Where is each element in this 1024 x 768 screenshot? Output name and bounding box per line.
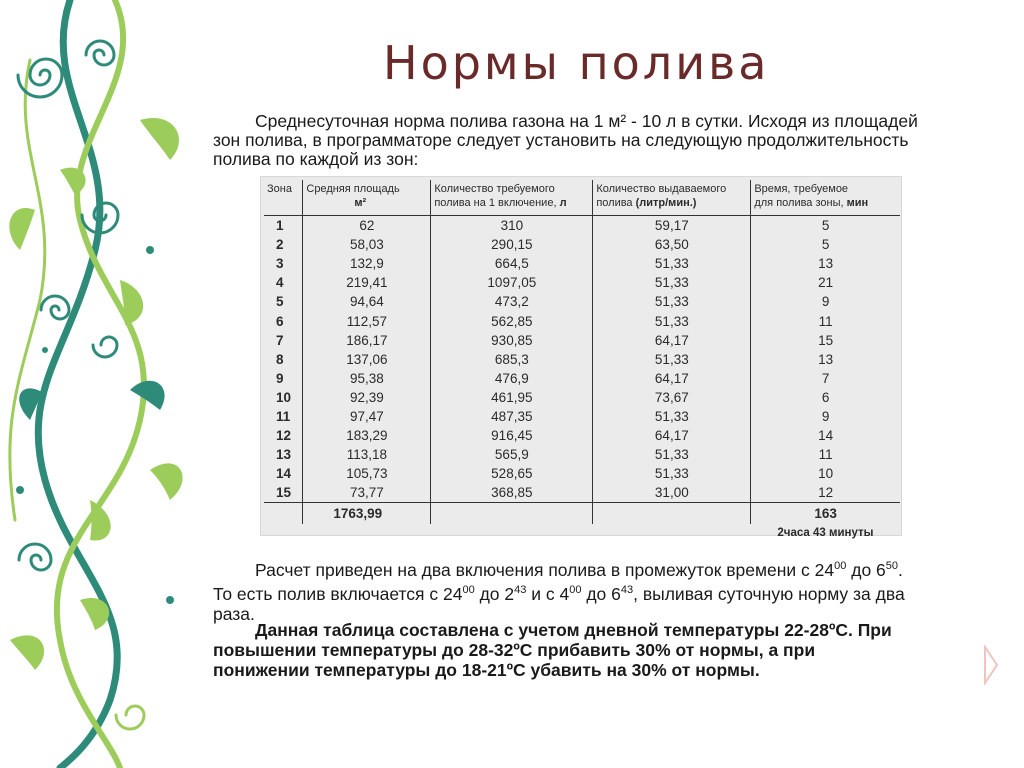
- totals-zone-cell: [264, 503, 303, 525]
- header-required: [431, 180, 593, 216]
- header-time-unit: мин: [846, 197, 869, 209]
- required-cell: 487,35: [431, 407, 593, 426]
- zone-cell: 13: [276, 447, 292, 463]
- intro-paragraph: Среднесуточная норма полива газона на 1 м² - 10 л в сутки. Исходя из площадей зон полива, в программаторе следует установить на следующую продолжительность полива по каждой из зон:: [213, 111, 918, 169]
- required-cell: 562,85: [431, 311, 593, 330]
- zone-cell: 2: [276, 237, 284, 253]
- irrigation-table: [264, 180, 900, 542]
- zone-cell: 12: [276, 428, 292, 444]
- calc-sup-5: 00: [569, 583, 582, 596]
- area-cell: 186,17: [303, 331, 431, 350]
- irrigation-table-image: [260, 176, 902, 540]
- required-cell: 916,45: [431, 426, 593, 445]
- area-cell: 92,39: [303, 388, 431, 407]
- header-flow-unit: (литр/мин.): [635, 197, 697, 209]
- zone-cell: 14: [276, 466, 292, 482]
- header-area: [303, 180, 431, 216]
- calc-sup-6: 43: [620, 583, 634, 596]
- time-cell: 11: [751, 445, 900, 464]
- header-flow-label-2: полива: [596, 197, 633, 209]
- table-row: [264, 292, 900, 311]
- calc-text-7: , выливая суточную норму за два раза.: [213, 583, 905, 624]
- area-cell: 219,41: [303, 273, 431, 292]
- calc-sup-3: 00: [462, 583, 475, 596]
- required-cell: 565,9: [431, 445, 593, 464]
- time-cell: 21: [751, 273, 900, 292]
- flow-cell: 51,33: [593, 311, 751, 330]
- time-cell: 7: [751, 369, 900, 388]
- time-cell: 13: [751, 254, 900, 273]
- next-slide-arrow-icon[interactable]: [983, 645, 999, 685]
- area-cell: 105,73: [303, 464, 431, 483]
- flow-cell: 31,00: [593, 483, 751, 503]
- time-cell: 6: [751, 388, 900, 407]
- time-cell: 15: [751, 331, 900, 350]
- total-area: 1763,99: [303, 503, 431, 525]
- flow-cell: 59,17: [593, 216, 751, 236]
- time-cell: 5: [751, 235, 900, 254]
- required-cell: 476,9: [431, 369, 593, 388]
- header-time-label: Время, требуемое: [754, 183, 849, 195]
- flow-cell: 63,50: [593, 235, 751, 254]
- time-cell: 14: [751, 426, 900, 445]
- calc-text-5: и с 4: [526, 583, 570, 604]
- slide-title: Нормы полива: [383, 36, 770, 90]
- area-cell: 58,03: [303, 235, 431, 254]
- header-required-label: Количество требуемого: [434, 183, 555, 195]
- required-cell: 473,2: [431, 292, 593, 311]
- flow-cell: 64,17: [593, 331, 751, 350]
- header-zone-label: Зона: [267, 183, 292, 195]
- header-required-label-2: полива на 1 включение,: [434, 197, 557, 209]
- required-cell: 930,85: [431, 331, 593, 350]
- table-row: [264, 235, 900, 254]
- header-area-label: Средняя площадь: [306, 183, 400, 195]
- flow-cell: 64,17: [593, 426, 751, 445]
- calc-text-6: до 6: [581, 583, 621, 604]
- calc-text-2: до 6: [846, 559, 886, 580]
- table-row: [264, 483, 900, 503]
- area-cell: 73,77: [303, 483, 431, 503]
- required-cell: 1097,05: [431, 273, 593, 292]
- header-zone: [264, 180, 303, 216]
- zone-cell: 4: [276, 275, 284, 291]
- zone-cell: 11: [276, 408, 291, 424]
- required-cell: 310: [431, 216, 593, 236]
- time-cell: 11: [751, 311, 900, 330]
- totals-flow-cell: [593, 503, 751, 525]
- header-flow-label: Количество выдаваемого: [596, 183, 727, 195]
- required-cell: 664,5: [431, 254, 593, 273]
- flow-cell: 51,33: [593, 254, 751, 273]
- header-time-label-2: для полива зоны,: [754, 197, 844, 209]
- flow-cell: 51,33: [593, 350, 751, 369]
- flow-cell: 64,17: [593, 369, 751, 388]
- area-cell: 183,29: [303, 426, 431, 445]
- table-row: [264, 273, 900, 292]
- calc-sup-4: 43: [514, 583, 527, 596]
- zone-cell: 15: [276, 485, 292, 501]
- table-row: [264, 331, 900, 350]
- header-required-unit: л: [559, 197, 567, 209]
- total-time-text: 2часа 43 минуты: [777, 527, 874, 540]
- calc-text-3: . То есть полив включается с 24: [213, 559, 903, 604]
- zone-cell: 10: [276, 389, 292, 405]
- calc-sup-1: 00: [834, 560, 847, 572]
- required-cell: 290,15: [431, 235, 593, 254]
- totals-required-cell: [431, 503, 593, 525]
- time-cell: 10: [751, 464, 900, 483]
- header-flow: [593, 180, 751, 216]
- required-cell: 461,95: [431, 388, 593, 407]
- floral-ornament: [0, 0, 200, 768]
- flow-cell: 51,33: [593, 464, 751, 483]
- required-cell: 528,65: [431, 464, 593, 483]
- calc-text-4: до 2: [474, 583, 515, 604]
- area-cell: 97,47: [303, 407, 431, 426]
- required-cell: 368,85: [431, 483, 593, 503]
- area-cell: 62: [303, 216, 431, 236]
- area-cell: 132,9: [303, 254, 431, 273]
- total-time-text-spacer: [264, 524, 751, 542]
- calculation-paragraph: [213, 556, 923, 624]
- flow-cell: 51,33: [593, 445, 751, 464]
- calc-text-1: Расчет приведен на два включения полива в промежуток времени с 24: [255, 559, 835, 580]
- zone-cell: 6: [276, 313, 284, 329]
- zone-cell: 3: [276, 256, 284, 272]
- calc-sup-2: 50: [885, 560, 899, 572]
- time-cell: 13: [751, 350, 900, 369]
- flow-cell: 51,33: [593, 407, 751, 426]
- header-time: [751, 180, 900, 216]
- table-row: [264, 216, 900, 236]
- table-row: [264, 388, 900, 407]
- area-cell: 137,06: [303, 350, 431, 369]
- time-cell: 12: [751, 483, 900, 503]
- zone-cell: 9: [276, 370, 284, 386]
- zone-cell: 1: [276, 218, 284, 234]
- temperature-note: Данная таблица составлена с учетом дневной температуры 22-28ºС. При повышении температуры до 28-32ºС прибавить 30% от нормы, а при понижении температуры до 18-21ºС убавить на 30% от нормы.: [213, 620, 892, 680]
- table-totals-row: [264, 503, 900, 525]
- area-cell: 94,64: [303, 292, 431, 311]
- time-cell: 9: [751, 407, 900, 426]
- table-total-time-text-row: [264, 524, 900, 542]
- zone-cell: 5: [276, 294, 284, 310]
- required-cell: 685,3: [431, 350, 593, 369]
- area-cell: 95,38: [303, 369, 431, 388]
- flow-cell: 51,33: [593, 292, 751, 311]
- table-row: [264, 311, 900, 330]
- table-row: [264, 464, 900, 483]
- time-cell: 5: [751, 216, 900, 236]
- table-row: [264, 350, 900, 369]
- zone-cell: 8: [276, 351, 284, 367]
- table-row: [264, 407, 900, 426]
- total-time: 163: [751, 503, 900, 525]
- table-row: [264, 369, 900, 388]
- area-cell: 112,57: [303, 311, 431, 330]
- table-row: [264, 426, 900, 445]
- area-cell: 113,18: [303, 445, 431, 464]
- table-row: [264, 445, 900, 464]
- zone-cell: 7: [276, 332, 284, 348]
- header-area-unit: м²: [354, 197, 367, 209]
- flow-cell: 51,33: [593, 273, 751, 292]
- table-row: [264, 254, 900, 273]
- flow-cell: 73,67: [593, 388, 751, 407]
- time-cell: 9: [751, 292, 900, 311]
- table-header-row: [264, 180, 900, 216]
